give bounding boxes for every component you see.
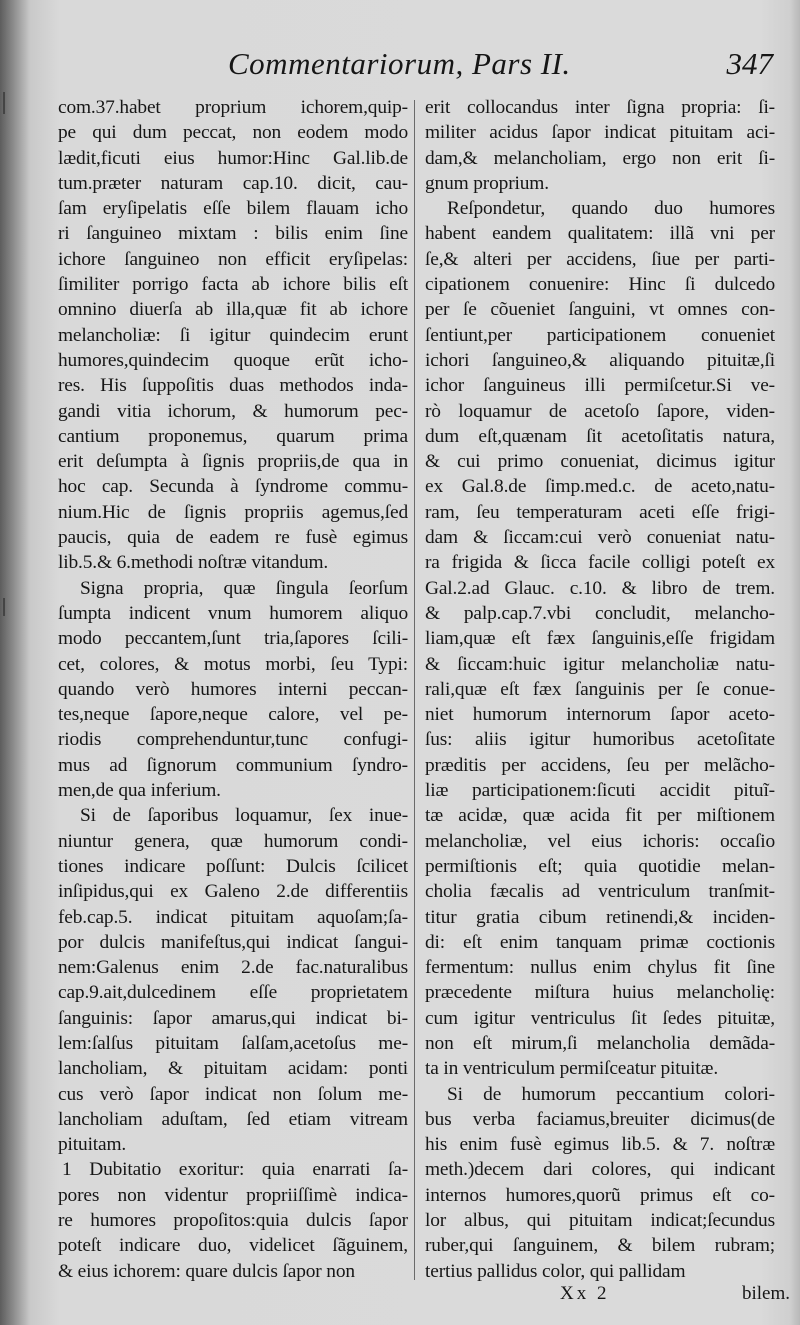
text-line: nium.Hic de ſignis propriis agemus,ſed xyxy=(58,501,408,523)
text-line: lem:ſalſus pituitam ſalſam,acetoſus me- xyxy=(58,1032,408,1054)
text-line: tum.præter naturam cap.10. dicit, cau- xyxy=(58,172,408,194)
text-line: ra frigida & ſicca facile colligi poteſt ex xyxy=(425,552,775,574)
text-line: tiones indicare poſſunt: Dulcis ſcilicet xyxy=(58,855,408,877)
text-line: lor albus, qui pituitam indicat;ſecundus xyxy=(425,1210,775,1232)
text-line: ſumpta indicent vnum humorem aliquo xyxy=(58,602,408,624)
text-line: Si de ſaporibus loquamur, ſex inue- xyxy=(80,805,408,827)
catchword: bilem. xyxy=(741,1283,790,1304)
text-line: ſus: aliis igitur humoribus acetoſitate xyxy=(425,729,775,751)
text-line: ichori ſanguineo,& aliquando pituitæ,ſi xyxy=(425,349,775,371)
text-line: præcedente miſtura huius melancholię: xyxy=(425,982,775,1004)
text-line: Gal.2.ad Glauc. c.10. & libro de trem. xyxy=(425,577,775,599)
text-line: lib.5.& 6.methodi noſtræ vitandum. xyxy=(58,552,329,574)
text-line: meth.)decem dari colores, qui indicant xyxy=(425,1159,775,1181)
signature-mark: Xx 2 xyxy=(560,1283,610,1304)
text-line: erit collocandus inter ſigna propria: ſi- xyxy=(425,97,775,118)
text-line: & eius ichorem: quare dulcis ſapor non xyxy=(58,1260,355,1282)
text-line: & cui primo conueniat, dicimus igitur xyxy=(425,451,775,473)
text-line: cus verò ſapor indicat non ſolum me- xyxy=(58,1083,408,1105)
text-line: ichor ſanguineus illi permiſcetur.Si ve- xyxy=(425,375,775,397)
text-line: tæ acidæ, quæ acida fit per miſtionem xyxy=(425,805,775,827)
text-line: dam & ſiccam:cui verò conueniat natu- xyxy=(425,527,775,549)
text-line: cantium proponemus, quarum prima xyxy=(58,425,408,447)
text-line: 1 Dubitatio exoritur: quia enarrati ſa- xyxy=(62,1159,408,1181)
text-line: niuntur genera, quæ humorum condi- xyxy=(58,830,408,852)
text-line: cap.9.ait,dulcedinem eſſe proprietatem xyxy=(58,982,408,1004)
text-line: non eſt mirum,ſi melancholia demãda- xyxy=(425,1032,775,1054)
text-line: inſipidus,qui ex Galeno 2.de differentiis xyxy=(58,881,408,903)
text-line: riodis comprehenduntur,tunc confugi- xyxy=(58,729,408,751)
text-line: ichore ſanguineo non efficit eryſipelas: xyxy=(58,248,408,270)
text-line: tes,neque ſapore,neque calore, vel pe- xyxy=(58,704,408,726)
text-line: cipationem conuenire: Hinc ſi dulcedo xyxy=(425,274,775,296)
text-line: nem:Galenus enim 2.de fac.naturalibus xyxy=(58,957,408,979)
text-line: & ſiccam:huic igitur melancholiæ natu- xyxy=(425,653,775,675)
text-line: ruber,qui ſanguinem, & bilem rubram; xyxy=(425,1235,775,1257)
text-line: præditis per accidens, ſeu per melãcho- xyxy=(425,754,775,776)
text-line: feb.cap.5. indicat pituitam aquoſam;ſa- xyxy=(58,906,408,928)
text-line: ri ſanguineo mixtam : bilis enim ſine xyxy=(58,223,408,245)
text-line: titur gratia cibum retinendi,& inciden- xyxy=(425,906,775,928)
running-title: Commentariorum, Pars II. xyxy=(228,46,571,81)
text-line: di: eſt enim tanquam primæ coctionis xyxy=(425,931,775,953)
text-line: melancholiæ: ſi igitur quindecim erunt xyxy=(58,324,408,346)
text-line: com.37.habet proprium ichorem,quip- xyxy=(58,97,408,118)
text-line: quando verò humores interni peccan- xyxy=(58,678,408,700)
page-footer xyxy=(560,1283,790,1313)
text-line: lædit,ficuti eius humor:Hinc Gal.lib.de xyxy=(58,147,408,169)
text-line: dum eſt,quænam ſit acetoſitatis natura, xyxy=(425,425,775,447)
text-line: lancholiam, & pituitam acidam: ponti xyxy=(58,1058,408,1080)
text-line: mus ad ſignorum communium ſyndro- xyxy=(58,754,408,776)
text-line: cet, colores, & motus morbi, ſeu Typi: xyxy=(58,653,408,675)
text-line: niet humorum internorum ſapor aceto- xyxy=(425,704,775,726)
text-line: bus verba faciamus,breuiter dicimus(de xyxy=(425,1108,775,1130)
text-line: res. His ſuppoſitis duas methodos inda- xyxy=(58,375,408,397)
text-line: pituitam. xyxy=(58,1134,127,1156)
binding-edge-mark xyxy=(3,598,5,616)
text-line: ſanguinis: ſapor amarus,qui indicat bi- xyxy=(58,1007,408,1029)
text-line: ſentiunt,per participationem conueniet xyxy=(425,324,775,346)
text-line: Si de humorum peccantium colori- xyxy=(447,1083,775,1105)
text-line: Signa propria, quæ ſingula ſeorſum xyxy=(80,577,408,599)
text-line: per ſe cõueniet ſanguini, vt omnes con- xyxy=(425,299,775,321)
text-line: men,de qua inferium. xyxy=(58,780,221,802)
text-line: ſe,& alteri per accidens, ſiue per parti- xyxy=(425,248,775,270)
text-line: Reſpondetur, quando duo humores xyxy=(447,198,775,220)
text-line: ſam eryſipelatis eſſe bilem flauam icho xyxy=(58,198,408,220)
text-line: gandi vitia ichorum, & humorum pec- xyxy=(58,400,408,422)
text-line: rali,quæ eſt fæx ſanguinis per ſe conue- xyxy=(425,678,775,700)
text-line: militer acidus ſapor indicat pituitam aci- xyxy=(425,122,775,144)
text-line: ſimiliter porrigo facta ab ichore bilis eſt xyxy=(58,274,408,296)
text-line: modo peccantem,ſunt tria,ſapores ſcili- xyxy=(58,628,408,650)
text-line: lancholiam aduſtam, ſed etiam vitream xyxy=(58,1108,408,1130)
text-line: paucis, quia de eadem re fusè egimus xyxy=(58,527,408,549)
column-divider xyxy=(414,100,415,1280)
text-line: & palp.cap.7.vbi concludit, melancho- xyxy=(425,602,775,624)
text-line: melancholiæ, vel eius ichoris: occaſio xyxy=(425,830,775,852)
text-line: ta in ventriculum permiſceatur pituitæ. xyxy=(425,1058,719,1080)
text-line: fermentum: nullus enim chylus fit ſine xyxy=(425,957,775,979)
text-line: his enim fusè egimus lib.5. & 7. noſtræ xyxy=(425,1134,775,1156)
text-line: internos humores,quorũ primus eſt co- xyxy=(425,1184,775,1206)
text-line: poteſt indicare duo, videlicet ſãguinem, xyxy=(58,1235,408,1257)
text-line: humores,quindecim quoque erũt icho- xyxy=(58,349,408,371)
text-line: ex Gal.8.de ſimp.med.c. de aceto,natu- xyxy=(425,476,775,498)
text-line: dam,& melancholiam, ergo non erit ſi- xyxy=(425,147,775,169)
binding-edge-mark xyxy=(3,92,5,114)
text-line: cum igitur ventriculus ſit ſedes pituitæ, xyxy=(425,1007,775,1029)
text-line: hoc cap. Secunda à ſyndrome commu- xyxy=(58,476,408,498)
text-line: liæ participationem:ſicuti accidit pituĩ- xyxy=(425,780,775,802)
page-header xyxy=(228,44,773,92)
text-line: ram, ſeu temperaturam aceti eſſe frigi- xyxy=(425,501,775,523)
text-line: habent eandem qualitatem: illã vni per xyxy=(425,223,775,245)
text-line: gnum proprium. xyxy=(425,172,549,194)
left-text-column xyxy=(58,95,408,1284)
right-text-column xyxy=(425,95,775,1284)
text-line: tertius pallidus color, qui pallidam xyxy=(425,1260,686,1282)
text-line: erit deſumpta à ſignis propriis,de qua in xyxy=(58,451,408,473)
text-line: permiſtionis eſt; quia quotidie melan- xyxy=(425,855,775,877)
text-line: pe qui dum peccat, non eodem modo xyxy=(58,122,408,144)
text-line: re humores propoſitos:quia dulcis ſapor xyxy=(58,1210,408,1232)
page-number: 347 xyxy=(726,46,773,81)
text-line: omnino diuerſa ab illa,quæ fit ab ichore xyxy=(58,299,408,321)
text-line: por dulcis manifeſtus,qui indicat ſangui- xyxy=(58,931,408,953)
text-line: liam,quæ eſt fæx ſanguinis,eſſe frigidam xyxy=(425,628,775,650)
text-line: pores non videntur propriiſſimè indica- xyxy=(58,1184,408,1206)
text-line: cholia fæcalis ad ventriculum tranſmit- xyxy=(425,881,775,903)
text-line: rò loquamur de acetoſo ſapore, viden- xyxy=(425,400,775,422)
